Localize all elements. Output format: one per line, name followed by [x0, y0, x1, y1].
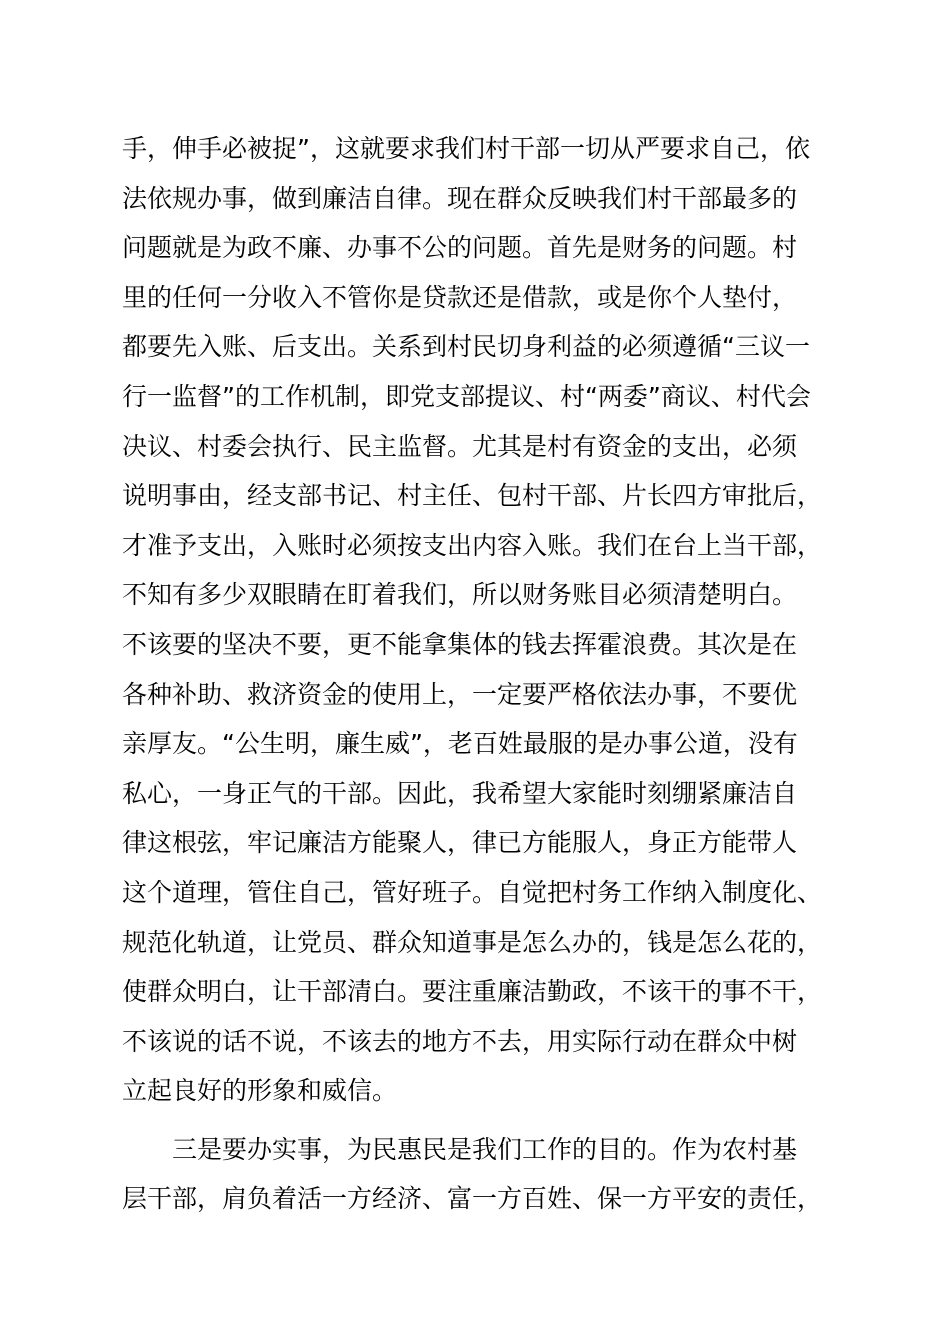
- text-line: 问题就是为政不廉、办事不公的问题。首先是财务的问题。村: [122, 233, 798, 263]
- text-line: 三是要办实事，为民惠民是我们工作的目的。作为农村基: [172, 1134, 798, 1164]
- text-line: 规范化轨道，让党员、群众知道事是怎么办的，钱是怎么花的，: [122, 927, 823, 957]
- text-line: 各种补助、救济资金的使用上，一定要严格依法办事，不要优: [122, 679, 798, 709]
- text-line: 律这根弦，牢记廉洁方能聚人，律已方能服人，身正方能带人: [122, 828, 798, 858]
- paragraph-1: [122, 124, 862, 1116]
- text-line: 使群众明白，让干部清白。要注重廉洁勤政，不该干的事不干，: [122, 977, 823, 1007]
- text-line: 里的任何一分收入不管你是贷款还是借款，或是你个人垫付，: [122, 282, 798, 312]
- text-line: 私心，一身正气的干部。因此，我希望大家能时刻绷紧廉洁自: [122, 778, 798, 808]
- text-line: 立起良好的形象和威信。: [122, 1076, 398, 1106]
- paragraph-gap: [122, 1116, 862, 1125]
- text-line: 不该要的坚决不要，更不能拿集体的钱去挥霍浪费。其次是在: [122, 629, 798, 659]
- text-line: 手，伸手必被捉”，这就要求我们村干部一切从严要求自己，依: [122, 134, 810, 163]
- text-line: 层干部，肩负着活一方经济、富一方百姓、保一方平安的责任，: [122, 1184, 823, 1214]
- text-line: 决议、村委会执行、民主监督。尤其是村有资金的支出，必须: [122, 431, 798, 461]
- text-line: 这个道理，管住自己，管好班子。自觉把村务工作纳入制度化、: [122, 877, 823, 907]
- text-line: 行一监督”的工作机制，即党支部提议、村“两委”商议、村代会: [122, 381, 811, 411]
- text-line: 不该说的话不说，不该去的地方不去，用实际行动在群众中树: [122, 1026, 798, 1056]
- text-line: 法依规办事，做到廉洁自律。现在群众反映我们村干部最多的: [122, 183, 798, 213]
- text-line: 说明事由，经支部书记、村主任、包村干部、片长四方审批后，: [122, 481, 823, 511]
- text-line: 才准予支出，入账时必须按支出内容入账。我们在台上当干部，: [122, 530, 823, 560]
- text-line: 都要先入账、后支出。关系到村民切身利益的必须遵循“三议一: [122, 332, 810, 362]
- paragraph-2: [122, 1125, 862, 1224]
- text-line: 亲厚友。“公生明，廉生威”，老百姓最服的是办事公道，没有: [122, 729, 798, 759]
- document-body: [122, 124, 862, 1224]
- text-line: 不知有多少双眼睛在盯着我们，所以财务账目必须清楚明白。: [122, 580, 798, 610]
